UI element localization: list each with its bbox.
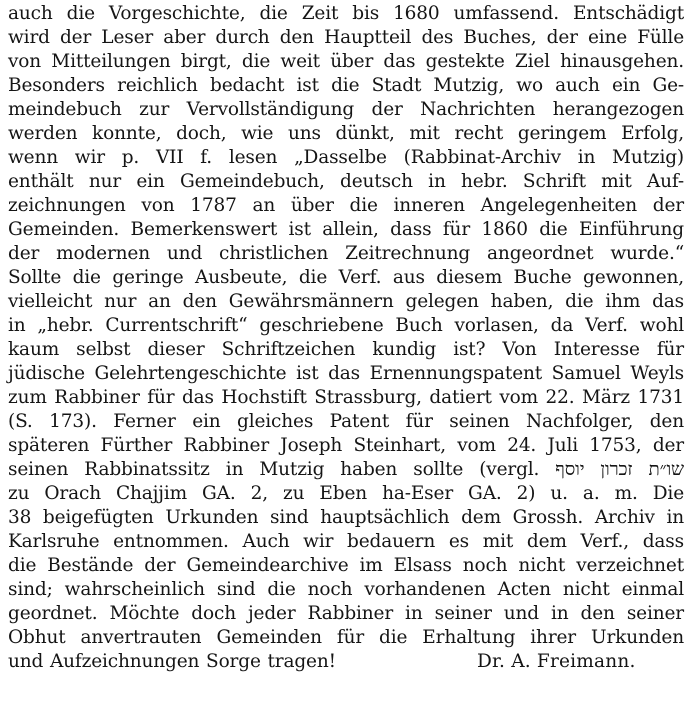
text-line: jüdische Gelehrtengeschichte ist das Ernennungspatent Samuel Weyls xyxy=(8,363,684,384)
text-line: zu Orach Chajjim GA. 2, zu Eben ha-Eser GA. 2) u. a. m. Die xyxy=(8,483,684,504)
text-line: enthält nur ein Gemeindebuch, deutsch in hebr. Schrift mit Auf- xyxy=(8,171,684,192)
text-line: geordnet. Möchte doch jeder Rabbiner in seiner und in den seiner xyxy=(8,603,684,624)
text-line: seinen Rabbinatssitz in Mutzig haben sollte (vergl. שו״ת זכרון יוסף xyxy=(8,459,684,480)
text-line: vielleicht nur an den Gewährsmännern gelegen haben, die ihm das xyxy=(8,291,684,312)
text-line: zeichnungen von 1787 an über die inneren Angelegenheiten der xyxy=(8,195,684,216)
author-signature: Dr. A. Freimann. xyxy=(477,651,636,672)
text-line: auch die Vorgeschichte, die Zeit bis 1680 umfassend. Entschädigt xyxy=(8,3,684,24)
text-line: zum Rabbiner für das Hochstift Strassburg, datiert vom 22. März 1731 xyxy=(8,387,684,408)
text-line: in „hebr. Currentschrift“ geschriebene Buch vorlasen, da Verf. wohl xyxy=(8,315,684,336)
text-line: Obhut anvertrauten Gemeinden für die Erhaltung ihrer Urkunden xyxy=(8,627,684,648)
text-line: von Mitteilungen birgt, die weit über das gestekte Ziel hinausgehen. xyxy=(8,51,684,72)
text-line: 38 beigefügten Urkunden sind hauptsächlich dem Grossh. Archiv in xyxy=(8,507,684,528)
text-line: späteren Fürther Rabbiner Joseph Steinhart, vom 24. Juli 1753, der xyxy=(8,435,684,456)
text-line: Karlsruhe entnommen. Auch wir bedauern es mit dem Verf., dass xyxy=(8,531,684,552)
text-line: meindebuch zur Vervollständigung der Nachrichten herangezogen xyxy=(8,99,684,120)
text-line: Gemeinden. Bemerkenswert ist allein, dass für 1860 die Einführung xyxy=(8,219,684,240)
text-line: wird der Leser aber durch den Hauptteil des Buches, der eine Fülle xyxy=(8,27,684,48)
text-line-final: und Aufzeichnungen Sorge tragen! xyxy=(8,651,336,672)
text-line: die Bestände der Gemeindearchive im Elsass noch nicht verzeichnet xyxy=(8,555,684,576)
text-line: werden konnte, doch, wie uns dünkt, mit recht geringem Erfolg, xyxy=(8,123,684,144)
text-line: sind; wahrscheinlich sind die noch vorhandenen Acten nicht einmal xyxy=(8,579,684,600)
text-line: Besonders reichlich bedacht ist die Stadt Mutzig, wo auch ein Ge- xyxy=(8,75,684,96)
text-line: kaum selbst dieser Schriftzeichen kundig ist? Von Interesse für xyxy=(8,339,684,360)
text-line: Sollte die geringe Ausbeute, die Verf. aus diesem Buche gewonnen, xyxy=(8,267,684,288)
text-line: (S. 173). Ferner ein gleiches Patent für seinen Nachfolger, den xyxy=(8,411,684,432)
text-line: der modernen und christlichen Zeitrechnung angeordnet wurde.“ xyxy=(8,243,684,264)
text-line: wenn wir p. VII f. lesen „Dasselbe (Rabbinat-Archiv in Mutzig) xyxy=(8,147,684,168)
